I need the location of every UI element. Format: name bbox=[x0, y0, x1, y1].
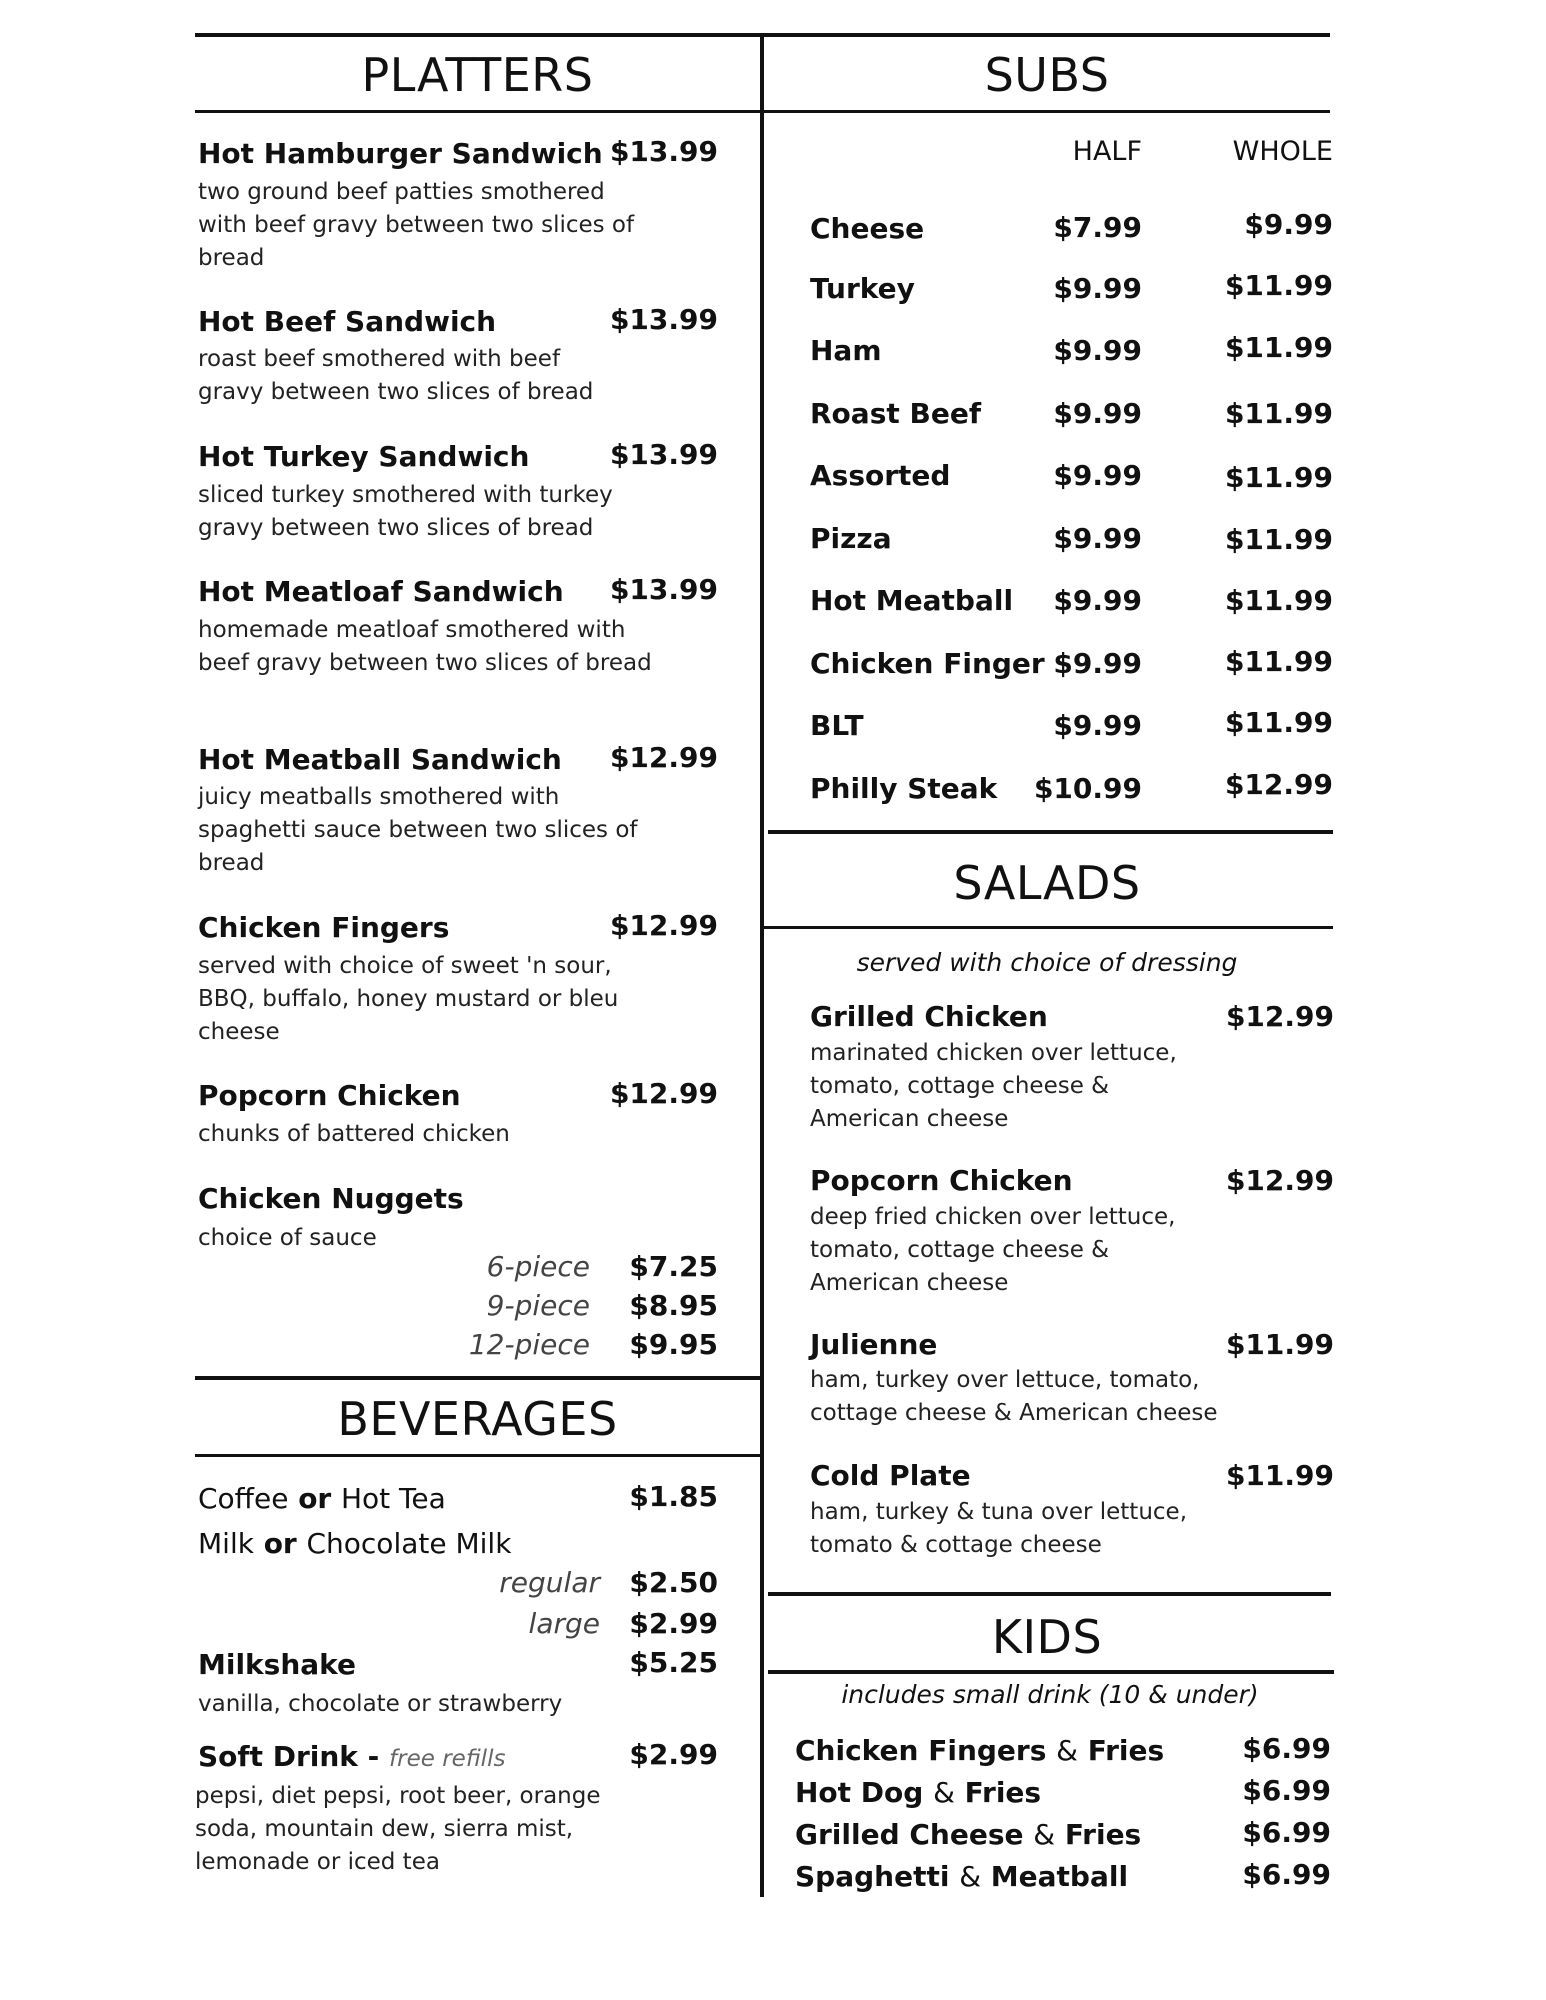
soft-drink-note: free refills bbox=[389, 1746, 506, 1772]
platter-desc: roast beef smothered with beef gravy between two slices of bread bbox=[198, 346, 594, 405]
nuggets-desc: choice of sauce bbox=[198, 1225, 377, 1251]
nuggets-size: 12-piece bbox=[468, 1328, 590, 1361]
sub-name: Turkey bbox=[810, 272, 915, 305]
platter-desc: juicy meatballs smothered with spaghetti sauce between two slices of bread bbox=[198, 784, 638, 876]
platter-price: $13.99 bbox=[609, 303, 718, 336]
salad-name: Cold Plate bbox=[810, 1459, 971, 1492]
platter-name: Hot Meatloaf Sandwich bbox=[198, 575, 564, 608]
nuggets-size: 9-piece bbox=[486, 1289, 590, 1322]
salad-desc: deep fried chicken over lettuce, tomato, cottage cheese & American cheese bbox=[810, 1204, 1176, 1296]
sub-whole-price: $11.99 bbox=[1224, 584, 1333, 617]
sub-half-price: $9.99 bbox=[1053, 709, 1142, 742]
kids-price: $6.99 bbox=[1242, 1774, 1331, 1807]
platter-price: $13.99 bbox=[609, 438, 718, 471]
sub-whole-price: $11.99 bbox=[1224, 269, 1333, 302]
soft-drink-desc: pepsi, diet pepsi, root beer, orange soda, mountain dew, sierra mist, lemonade or iced tea bbox=[195, 1783, 601, 1875]
sub-name: Cheese bbox=[810, 212, 925, 245]
sub-name: Chicken Finger bbox=[810, 647, 1045, 680]
coffee-price: $1.85 bbox=[629, 1480, 718, 1513]
salad-price: $12.99 bbox=[1225, 1000, 1334, 1033]
sub-half-price: $9.99 bbox=[1053, 584, 1142, 617]
sub-name: Assorted bbox=[810, 459, 951, 492]
nuggets-price: $8.95 bbox=[629, 1289, 718, 1322]
soft-drink-price: $2.99 bbox=[629, 1738, 718, 1771]
milkshake-name: Milkshake bbox=[198, 1648, 357, 1681]
sub-whole-price: $11.99 bbox=[1224, 461, 1333, 494]
kids-name-b: Meatball bbox=[990, 1860, 1129, 1893]
kids-amp: & bbox=[959, 1860, 982, 1893]
milk-name bbox=[198, 1527, 511, 1560]
sub-half-price: $7.99 bbox=[1053, 211, 1142, 244]
sub-half-price: $9.99 bbox=[1053, 522, 1142, 555]
kids-amp: & bbox=[1033, 1818, 1056, 1851]
sub-name: Philly Steak bbox=[810, 772, 998, 805]
soft-drink-name bbox=[198, 1740, 505, 1773]
platter-name: Chicken Fingers bbox=[198, 911, 450, 944]
milk-price: $2.99 bbox=[629, 1607, 718, 1640]
sub-whole-price: $11.99 bbox=[1224, 645, 1333, 678]
salad-name: Julienne bbox=[810, 1328, 938, 1361]
platter-desc: served with choice of sweet 'n sour, BBQ, buffalo, honey mustard or bleu cheese bbox=[198, 953, 619, 1045]
platters-rule bbox=[195, 110, 760, 113]
kids-name-a: Chicken Fingers bbox=[795, 1734, 1047, 1767]
milk-a: Milk bbox=[198, 1527, 254, 1560]
platter-desc: chunks of battered chicken bbox=[198, 1121, 510, 1147]
platter-name: Hot Hamburger Sandwich bbox=[198, 137, 603, 170]
coffee-b: Hot Tea bbox=[340, 1482, 446, 1515]
kids-rule-top bbox=[768, 1592, 1331, 1596]
sub-whole-price: $12.99 bbox=[1224, 768, 1333, 801]
sub-half-price: $9.99 bbox=[1053, 334, 1142, 367]
sub-half-price: $9.99 bbox=[1053, 647, 1142, 680]
salads-title: SALADS bbox=[953, 856, 1141, 910]
sub-whole-price: $11.99 bbox=[1224, 397, 1333, 430]
coffee-a: Coffee bbox=[198, 1482, 289, 1515]
milk-price: $2.50 bbox=[629, 1566, 718, 1599]
milk-size: regular bbox=[499, 1566, 600, 1599]
sub-name: Pizza bbox=[810, 522, 892, 555]
sub-half-price: $9.99 bbox=[1053, 397, 1142, 430]
kids-name-a: Hot Dog bbox=[795, 1776, 924, 1809]
salad-desc: ham, turkey & tuna over lettuce, tomato & cottage cheese bbox=[810, 1499, 1188, 1558]
sub-half-price: $9.99 bbox=[1053, 272, 1142, 305]
platters-title: PLATTERS bbox=[361, 48, 594, 102]
platter-price: $12.99 bbox=[609, 1077, 718, 1110]
sub-half-price: $10.99 bbox=[1033, 772, 1142, 805]
milk-b: Chocolate Milk bbox=[306, 1527, 512, 1560]
kids-amp: & bbox=[1056, 1734, 1078, 1767]
kids-price: $6.99 bbox=[1242, 1732, 1331, 1765]
salad-price: $12.99 bbox=[1225, 1164, 1334, 1197]
kids-name-a: Spaghetti bbox=[795, 1860, 950, 1893]
milk-or: or bbox=[263, 1527, 297, 1560]
kids-rule-bottom bbox=[768, 1670, 1334, 1674]
kids-title: KIDS bbox=[991, 1610, 1103, 1664]
kids-name-a: Grilled Cheese bbox=[795, 1818, 1024, 1851]
sub-whole-price: $11.99 bbox=[1224, 523, 1333, 556]
salads-rule-bottom bbox=[764, 926, 1333, 929]
salads-rule-top bbox=[768, 830, 1333, 834]
salad-desc: ham, turkey over lettuce, tomato, cottage cheese & American cheese bbox=[810, 1367, 1218, 1426]
platter-name: Hot Beef Sandwich bbox=[198, 305, 497, 338]
salad-name: Popcorn Chicken bbox=[810, 1164, 1073, 1197]
kids-note: includes small drink (10 & under) bbox=[841, 1680, 1259, 1709]
sub-whole-price: $11.99 bbox=[1224, 331, 1333, 364]
nuggets-price: $7.25 bbox=[629, 1250, 718, 1283]
platter-price: $13.99 bbox=[609, 573, 718, 606]
sub-name: BLT bbox=[810, 709, 864, 742]
sub-name: Ham bbox=[810, 334, 882, 367]
platter-desc: two ground beef patties smothered with beef gravy between two slices of bread bbox=[198, 179, 635, 271]
platter-price: $12.99 bbox=[609, 909, 718, 942]
beverages-rule-bottom bbox=[195, 1454, 760, 1457]
kids-name bbox=[795, 1734, 1164, 1767]
nuggets-price: $9.95 bbox=[629, 1328, 718, 1361]
soft-drink-label: Soft Drink - bbox=[198, 1740, 380, 1773]
sub-half-price: $9.99 bbox=[1053, 459, 1142, 492]
salad-price: $11.99 bbox=[1225, 1328, 1334, 1361]
platter-name: Popcorn Chicken bbox=[198, 1079, 461, 1112]
platter-desc: homemade meatloaf smothered with beef gravy between two slices of bread bbox=[198, 617, 652, 676]
coffee-name bbox=[198, 1482, 446, 1515]
sub-name: Hot Meatball bbox=[810, 584, 1014, 617]
nuggets-size: 6-piece bbox=[486, 1250, 590, 1283]
nuggets-name: Chicken Nuggets bbox=[198, 1182, 464, 1215]
platter-name: Hot Turkey Sandwich bbox=[198, 440, 530, 473]
kids-name bbox=[795, 1818, 1141, 1851]
platter-price: $13.99 bbox=[609, 135, 718, 168]
sub-name: Roast Beef bbox=[810, 397, 981, 430]
salads-note: served with choice of dressing bbox=[856, 948, 1238, 977]
platter-desc: sliced turkey smothered with turkey gravy between two slices of bread bbox=[198, 482, 613, 541]
salad-desc: marinated chicken over lettuce, tomato, cottage cheese & American cheese bbox=[810, 1040, 1177, 1132]
subs-rule bbox=[764, 110, 1330, 113]
kids-price: $6.99 bbox=[1242, 1858, 1331, 1891]
salad-price: $11.99 bbox=[1225, 1459, 1334, 1492]
platter-name: Hot Meatball Sandwich bbox=[198, 743, 562, 776]
kids-name-b: Fries bbox=[1087, 1734, 1165, 1767]
kids-name bbox=[795, 1860, 1128, 1893]
milk-size: large bbox=[528, 1607, 600, 1640]
salad-name: Grilled Chicken bbox=[810, 1000, 1048, 1033]
beverages-title: BEVERAGES bbox=[337, 1392, 618, 1446]
coffee-or: or bbox=[298, 1482, 332, 1515]
sub-whole-price: $9.99 bbox=[1244, 208, 1333, 241]
platter-price: $12.99 bbox=[609, 741, 718, 774]
kids-amp: & bbox=[933, 1776, 955, 1809]
kids-name-b: Fries bbox=[1064, 1818, 1142, 1851]
milkshake-price: $5.25 bbox=[629, 1646, 718, 1679]
kids-name bbox=[795, 1776, 1041, 1809]
sub-whole-price: $11.99 bbox=[1224, 706, 1333, 739]
kids-price: $6.99 bbox=[1242, 1816, 1331, 1849]
subs-half-header: HALF bbox=[1072, 136, 1142, 167]
subs-whole-header: WHOLE bbox=[1232, 136, 1333, 167]
kids-name-b: Fries bbox=[964, 1776, 1042, 1809]
beverages-rule-top bbox=[195, 1376, 760, 1380]
subs-title: SUBS bbox=[984, 48, 1110, 102]
milkshake-desc: vanilla, chocolate or strawberry bbox=[198, 1691, 563, 1717]
